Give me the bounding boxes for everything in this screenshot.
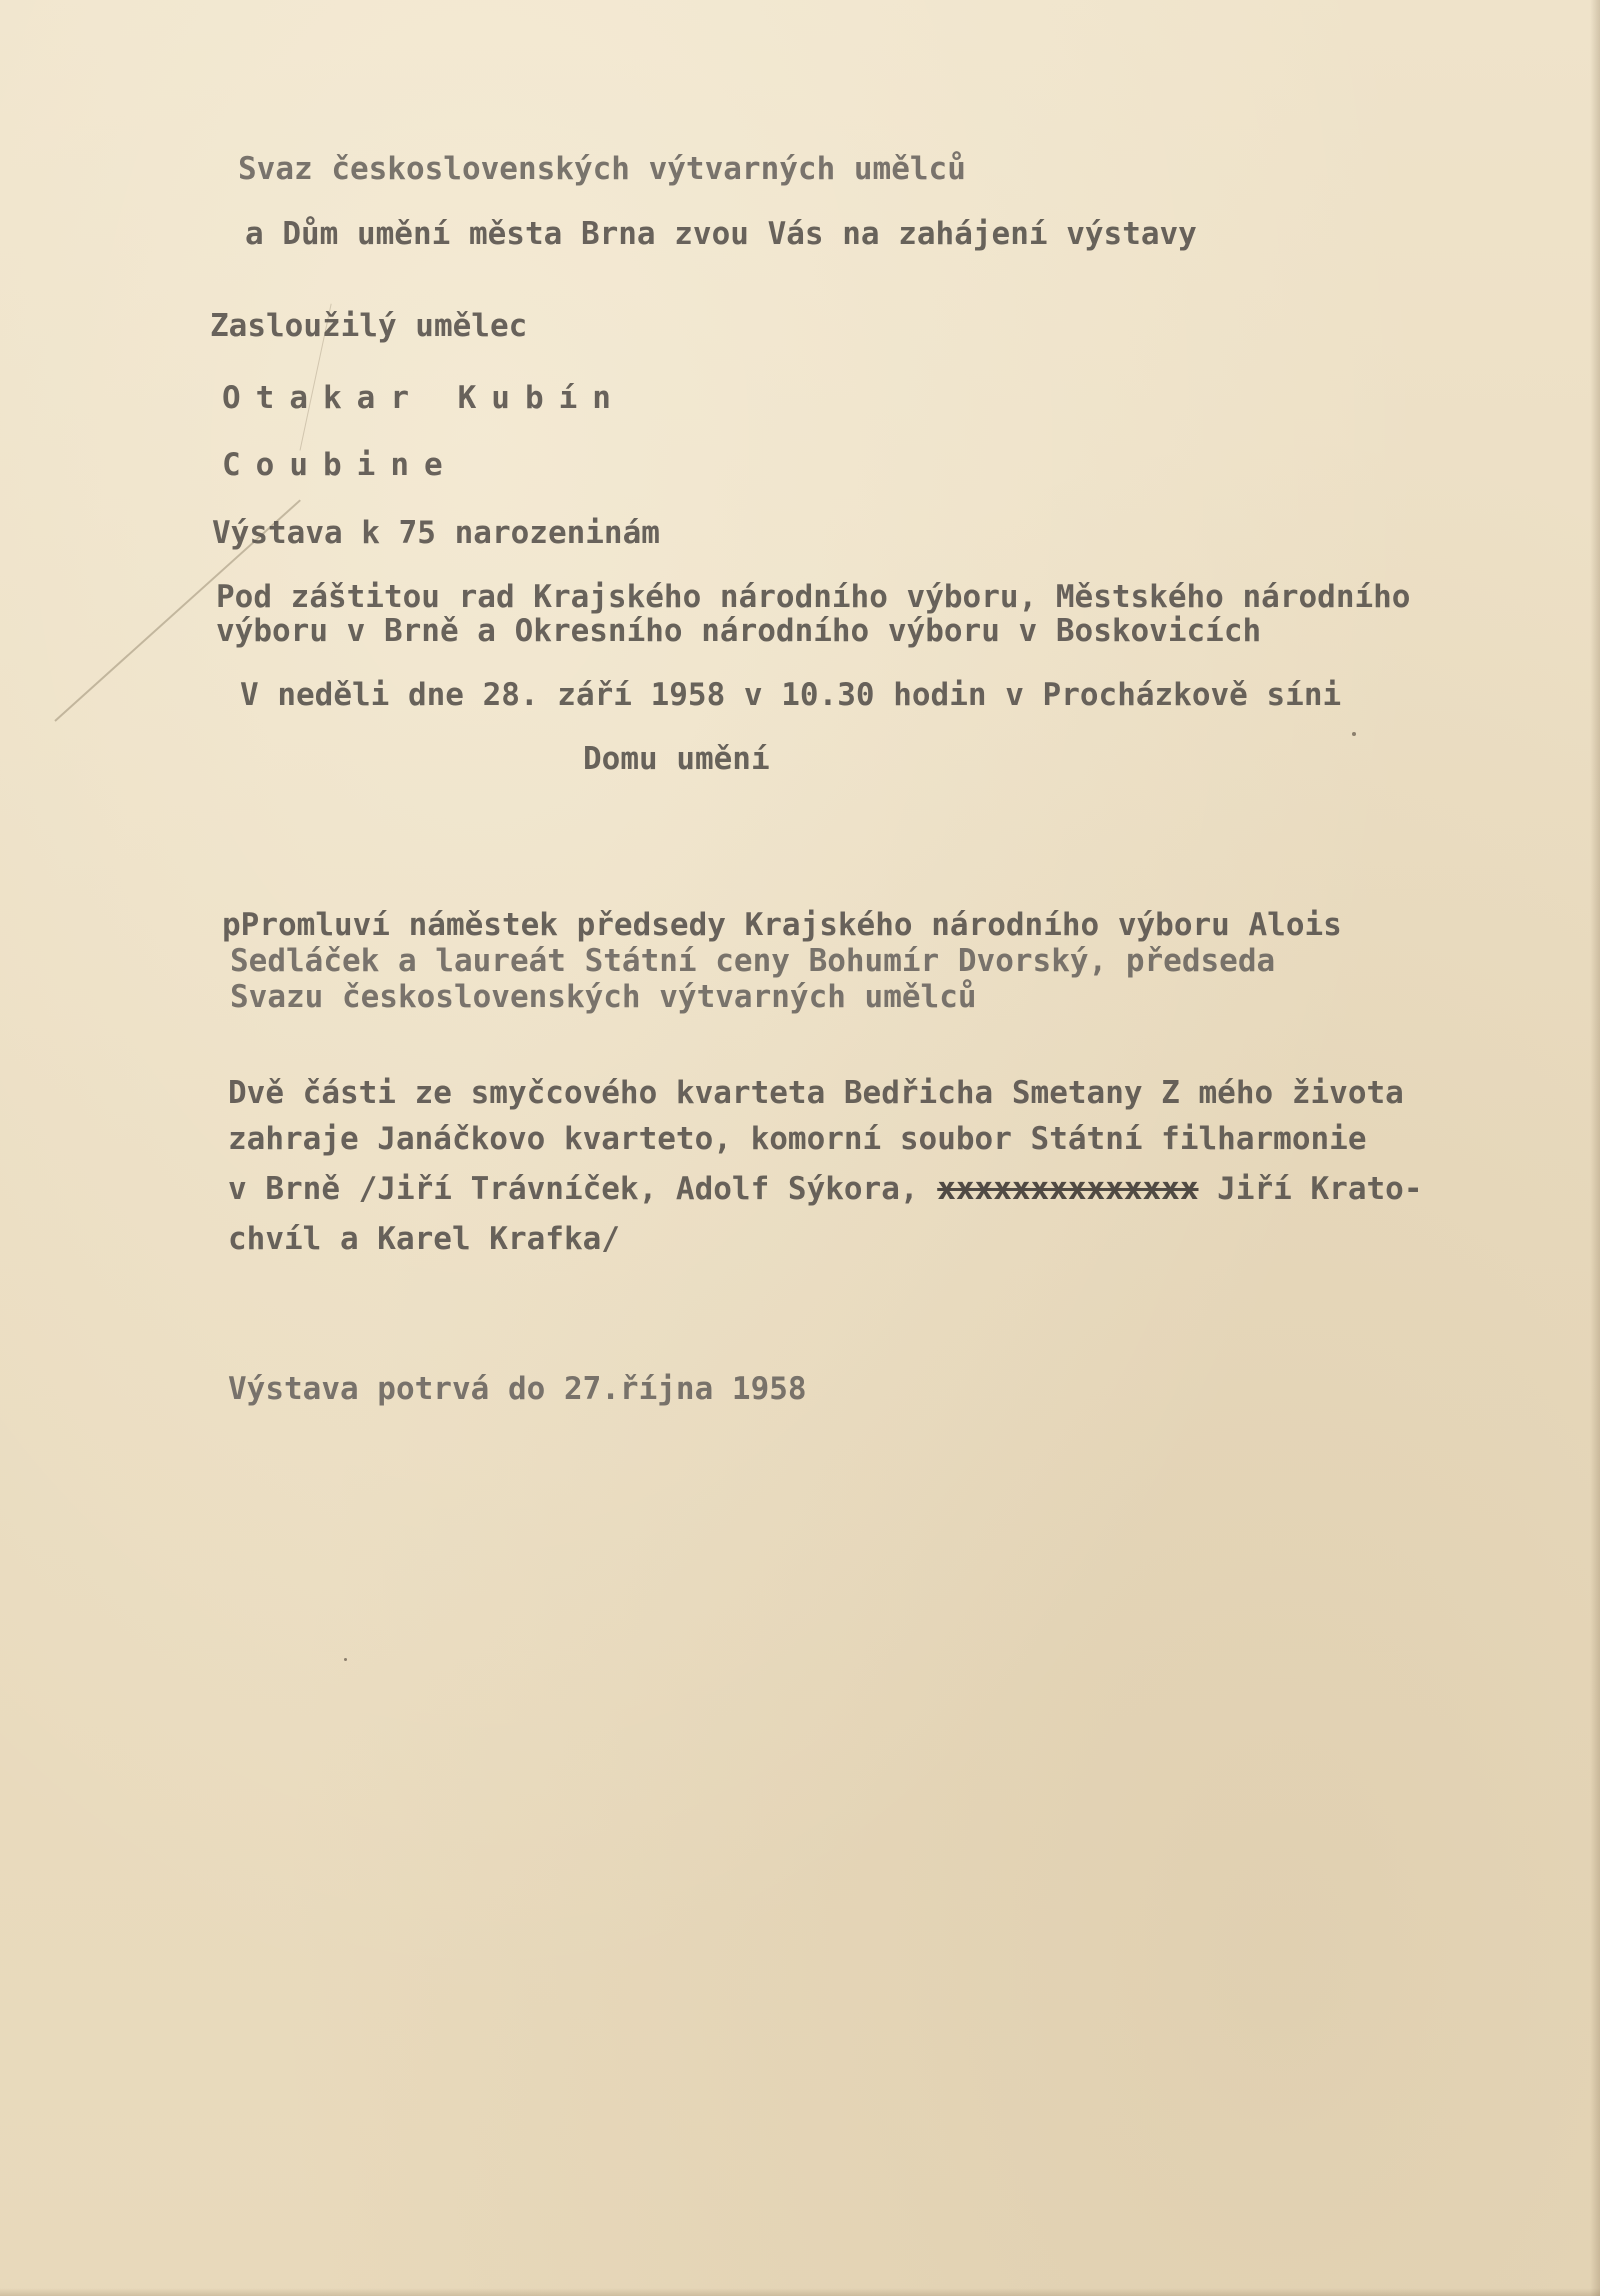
artist-alias: Coubine: [222, 447, 458, 483]
speakers-line-2: Sedláček a laureát Státní ceny Bohumír Dvorský, předseda: [230, 943, 1276, 979]
header-line-2: a Dům umění města Brna zvou Vás na zahájení výstavy: [245, 216, 1197, 252]
opening-line-2: Domu umění: [583, 741, 770, 777]
artist-name: Otakar Kubín: [222, 380, 626, 416]
patronage-line-2: výboru v Brně a Okresního národního výboru v Boskovicích: [216, 613, 1262, 649]
patronage-line-1: Pod záštitou rad Krajského národního výboru, Městského národního: [216, 579, 1411, 615]
artist-title: Zasloužilý umělec: [210, 308, 528, 344]
opening-line-1: V neděli dne 28. září 1958 v 10.30 hodin v Procházkově síni: [240, 677, 1342, 713]
closing-line: Výstava potrvá do 27.října 1958: [228, 1371, 807, 1407]
speakers-line-3: Svazu československých výtvarných umělců: [230, 979, 977, 1015]
paper-edge-right: [1590, 0, 1600, 2296]
struck-out-text: xxxxxxxxxxxxxx: [937, 1171, 1199, 1207]
ink-speck: [1352, 732, 1356, 736]
header-line-1: Svaz československých výtvarných umělců: [238, 151, 966, 187]
music-line-4: chvíl a Karel Krafka/: [228, 1221, 620, 1257]
ink-speck: [344, 1658, 347, 1661]
music-line-3-start: v Brně /Jiří Trávníček, Adolf Sýkora,: [228, 1171, 938, 1207]
music-line-3: [228, 1170, 1422, 1208]
music-line-2: zahraje Janáčkovo kvarteto, komorní soubor Státní filharmonie: [228, 1121, 1367, 1157]
music-line-3-end: Jiří Krato-: [1198, 1171, 1423, 1207]
speakers-line-1: pPromluví náměstek předsedy Krajského národního výboru Alois: [222, 907, 1342, 943]
occasion: Výstava k 75 narozeninám: [212, 515, 660, 551]
music-line-1: Dvě části ze smyčcového kvarteta Bedřicha Smetany Z mého života: [228, 1075, 1404, 1111]
paper-edge-bottom: [0, 2288, 1600, 2296]
